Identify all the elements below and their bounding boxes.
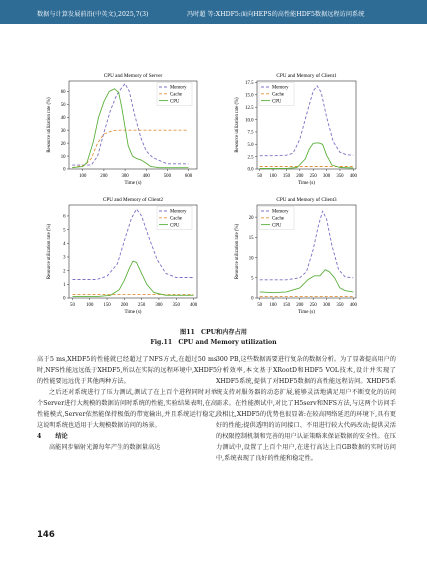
x-tick-label: 250 — [309, 174, 317, 179]
y-tick-label: 0 — [63, 296, 66, 302]
paragraph: 高能同步辐射光源每年产生的数据量高达 — [49, 444, 161, 451]
y-tick-label: 20 — [60, 141, 66, 147]
chart-title: CPU and Memory of Server — [103, 73, 163, 79]
y-tick-label: 30 — [60, 128, 66, 134]
chart-panel — [235, 196, 358, 315]
chart-title: CPU and Memory of Client2 — [102, 197, 164, 203]
y-tick-label: 3 — [63, 255, 66, 261]
legend-label: CPU — [272, 223, 282, 229]
x-tick-label: 350 — [172, 303, 180, 308]
legend-label: CPU — [170, 223, 180, 229]
x-tick-label: 300 — [322, 174, 331, 179]
x-tick-label: 100 — [86, 303, 94, 308]
figure-caption-cn: 图11 CPU和内存占用 — [180, 329, 247, 336]
y-tick-label: 10 — [248, 256, 254, 262]
legend-label: Cache — [272, 92, 284, 98]
y-tick-label: 4 — [63, 241, 66, 247]
x-tick-label: 600 — [184, 174, 193, 179]
x-tick-label: 400 — [349, 303, 357, 308]
legend-label: Cache — [170, 92, 182, 98]
y-tick-label: 50 — [60, 102, 66, 108]
x-tick-label: 100 — [79, 174, 87, 179]
legend-label: CPU — [170, 99, 180, 105]
section-title: 结论 — [55, 433, 68, 440]
y-axis-label: Resource utilization rate (%) — [235, 223, 240, 280]
y-tick-label: 40 — [60, 115, 66, 121]
chart-panel — [235, 72, 358, 186]
x-tick-label: 200 — [296, 174, 304, 179]
x-tick-label: 400 — [349, 174, 357, 179]
y-tick-label: 6 — [63, 214, 66, 220]
y-axis-label: Resource utilization rate (%) — [47, 223, 52, 280]
x-tick-label: 300 — [121, 174, 129, 179]
paragraph: 之后还对系统进行了压力测试,测试了在上百个进程同时对单个Server进行大规模的数据访问时系统的性能,实验结果表明,在高性能模式,Server依然能保持极低的带宽输出,并且系统运行稳定,这说明系统也适用于大规模数据访问的场景。 — [37, 389, 217, 429]
legend-label: Memory — [170, 209, 187, 215]
x-tick-label: 50 — [70, 303, 75, 308]
legend-label: CPU — [272, 99, 282, 105]
legend-label: Memory — [272, 209, 289, 215]
figure-caption-en: Fig.11 CPU and Memory utilization — [150, 339, 277, 346]
legend-label: Memory — [272, 85, 289, 91]
x-tick-label: 500 — [163, 174, 171, 179]
y-tick-label: 15 — [248, 236, 254, 242]
legend-label: Cache — [272, 216, 284, 222]
y-tick-label: 0.0 — [247, 167, 254, 173]
x-tick-label: 300 — [322, 303, 331, 308]
y-tick-label: 12.5 — [245, 105, 254, 111]
running-title: 冯时超 等:XHDF5:面向HEPS的高性能HDF5数据远程访问系统 — [187, 11, 365, 18]
section-heading — [37, 431, 217, 442]
y-tick-label: 0 — [251, 296, 254, 302]
y-tick-label: 2 — [63, 269, 66, 275]
x-axis-label: Time (s) — [298, 310, 315, 315]
y-tick-label: 10 — [60, 154, 66, 160]
legend-label: Memory — [170, 85, 187, 91]
y-tick-label: 15.0 — [245, 93, 254, 99]
x-tick-label: 50 — [257, 303, 263, 308]
chart-title: CPU and Memory of Client1 — [276, 73, 337, 79]
x-tick-label: 300 — [155, 303, 163, 308]
x-tick-label: 250 — [309, 303, 317, 308]
left-column — [37, 354, 217, 453]
x-tick-label: 100 — [269, 303, 277, 308]
y-axis-label: Resource utilization rate (%) — [235, 97, 240, 153]
chart-title: CPU and Memory of Client3 — [276, 197, 337, 203]
y-tick-label: 17.5 — [245, 81, 254, 87]
section-number: 4 — [37, 433, 42, 440]
paragraph: 高于5 ms,XHDF5的性能就已经超过了NFS方式,在超过50 ms时,NFS性能远远低于XHDF5,所以在实际的远程环境中,XHDF5的性能要远远优于其他两种方法。 — [37, 356, 217, 385]
x-tick-label: 100 — [269, 174, 277, 179]
y-tick-label: 1 — [63, 283, 66, 289]
chart-panel — [47, 72, 197, 186]
x-axis-label: Time (s) — [298, 181, 315, 186]
y-axis-label: Resource utilization rate (%) — [47, 97, 52, 153]
y-tick-label: 10.0 — [245, 118, 254, 124]
y-tick-label: 7.5 — [247, 130, 254, 136]
x-tick-label: 200 — [100, 174, 108, 179]
legend-label: Cache — [170, 216, 182, 222]
y-tick-label: 20 — [248, 215, 254, 221]
x-tick-label: 350 — [336, 303, 344, 308]
y-tick-label: 60 — [60, 90, 66, 96]
y-tick-label: 5 — [63, 228, 66, 234]
y-tick-label: 2.5 — [247, 155, 254, 161]
y-tick-label: 5 — [251, 276, 254, 282]
x-tick-label: 200 — [296, 303, 304, 308]
paragraph: 300 PB,这些数据需要进行复杂的数据分析。为了显著提高用户的分析效率,本文基于XRootD和HDF5 VOL技术,设计并实现了XHDF5系统,提供了对HDF5数据的高性能远程访问。XHDF5系统支持对服务器的动态扩展,能够灵活地满足用户不断变化的访问需求。在性能测试中,对比了H5serv和NFS方法,与这两个访问手段相比,XHDF5的优势也很显著:在较高网络延迟的环境下,具有更好的性能;提供透明的访问接口、不用进行较大代码改动;提供灵活的权限控制机制和完善的用户认证策略来保证数据的安全性。在压力测试中,设置了上百个用户,在进行高达上百GB数据的实时访问中,系统表现了良好的性能和稳定性。 — [216, 356, 396, 462]
x-tick-label: 150 — [282, 174, 291, 179]
x-axis-label: Time (s) — [124, 181, 142, 186]
y-tick-label: 5.0 — [247, 142, 254, 148]
x-tick-label: 350 — [336, 174, 344, 179]
x-tick-label: 150 — [282, 303, 291, 308]
page-number: 146 — [37, 530, 55, 540]
y-tick-label: 0 — [63, 167, 66, 173]
x-tick-label: 150 — [103, 303, 111, 308]
right-column — [216, 354, 396, 464]
x-tick-label: 200 — [120, 303, 128, 308]
x-tick-label: 50 — [257, 174, 263, 179]
x-tick-label: 400 — [142, 174, 150, 179]
journal-name: 数据与计算发展前沿(中英文),2025,7(3) — [37, 11, 149, 18]
x-axis-label: Time (s) — [124, 310, 142, 315]
x-tick-label: 250 — [138, 303, 146, 308]
x-tick-label: 400 — [189, 303, 198, 308]
chart-panel — [47, 196, 198, 315]
